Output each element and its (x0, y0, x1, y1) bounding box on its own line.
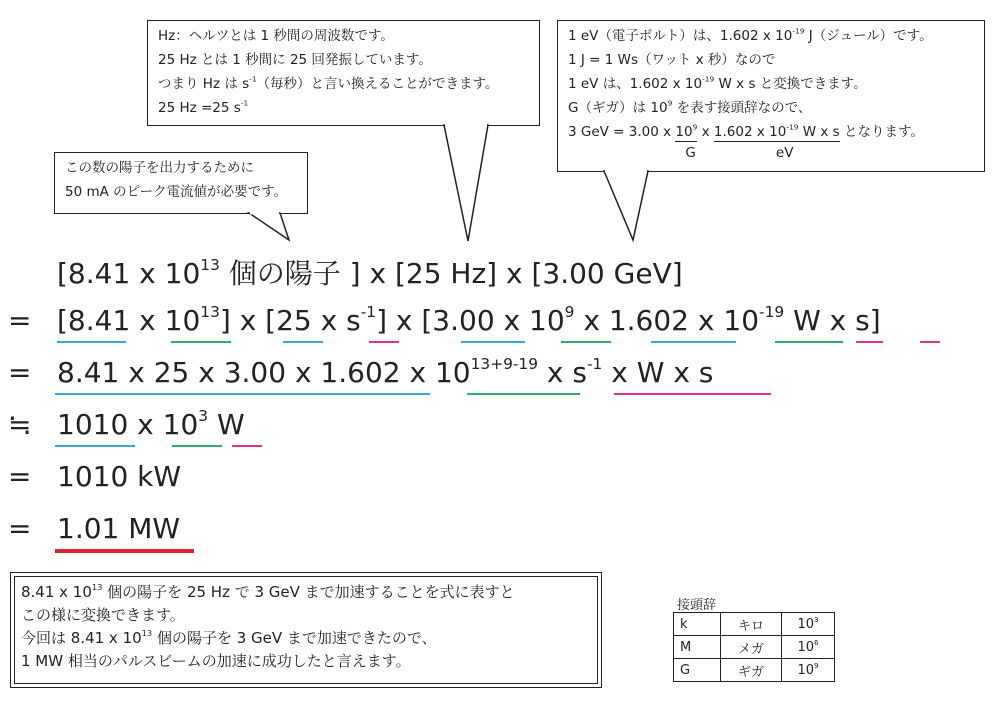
ev-fraction-giga-exp: 9 (692, 122, 698, 132)
prefix-symbol: k (674, 613, 721, 636)
eq2-op: x (574, 304, 609, 337)
equation-row-5-body: 1010 kW (57, 460, 182, 493)
summary-line-2: この様に変換できます。 (21, 606, 185, 624)
eq2-pow-giga-exp: 9 (564, 302, 575, 321)
eq4-pow: 10 (162, 408, 199, 441)
prefix-value-exp: 6 (814, 637, 819, 647)
hz-callout-line-4-exp: -1 (240, 98, 249, 108)
prefix-value-base: 10 (797, 639, 814, 655)
prefix-name: メガ (721, 636, 782, 659)
ev-fraction-giga-num: 10 (675, 124, 693, 140)
eq3-op: x (538, 356, 573, 389)
eq2-pow-exp: 13 (200, 302, 220, 321)
summary-line-1-b: 個の陽子を 25 Hz で 3 GeV まで加速することを式に表すと (102, 583, 515, 601)
eq2-unit-s-exp: -1 (360, 302, 377, 321)
eq2-op: x (311, 304, 347, 337)
ev-callout-line-1-a: 1 eV（電子ボルト）は、1.602 x 10 (568, 28, 793, 44)
eq3-unit-s-exp: -1 (587, 354, 603, 373)
prefix-value-exp: 3 (814, 614, 819, 624)
prefix-value-base: 10 (797, 662, 814, 678)
eq2-freq: 25 (276, 304, 312, 337)
current-callout-tail (249, 213, 289, 240)
equation-row-2-sign: = (8, 304, 32, 337)
eq2-bracket: ] x [ (219, 304, 277, 337)
prefix-name: ギガ (721, 659, 782, 682)
ev-callout-tail (604, 171, 648, 240)
eq2-pow-ev: 10 (723, 304, 760, 337)
eq4-unit: W (216, 408, 245, 441)
eq3-coefficients: 8.41 x 25 x 3.00 x 1.602 (57, 356, 401, 389)
eq3-units: x W x s (602, 356, 714, 389)
eq2-op: x (820, 304, 856, 337)
ev-fraction-ev-exp: -19 (786, 122, 799, 132)
ev-callout-line-3-b: W x s と変換できます。 (714, 76, 867, 92)
ev-callout-line-4-b: を表す接頭辞なので、 (672, 100, 812, 116)
hz-callout-line-3-b: （毎秒）と言い換えることができます。 (256, 76, 499, 92)
hz-callout-exp: -1 (249, 74, 257, 84)
ev-callout-line-5-x: x (697, 124, 714, 140)
eq4-op: x (128, 408, 163, 441)
summary-line-1-exp: 13 (91, 582, 103, 592)
summary-line-1-a: 8.41 x 10 (21, 583, 92, 601)
ev-callout-line-5-a: 3 GeV = 3.00 x (568, 124, 676, 140)
eq3-unit-s: s (572, 356, 587, 389)
ev-callout-line-4-a: G（ギガ）は 10 (568, 100, 668, 116)
summary-line-4: 1 MW 相当のパルスビームの加速に成功したと言えます。 (21, 652, 411, 670)
eq2-pow-giga: 10 (529, 304, 565, 337)
ev-callout-line-3-exp: -19 (702, 74, 715, 84)
eq2-bracket: ] x [ (376, 304, 433, 337)
summary-line-3-exp: 13 (141, 628, 153, 638)
ev-fraction-ev-den: eV (775, 145, 794, 161)
eq2-energy: 3.00 (432, 304, 495, 337)
eq2-op: x (689, 304, 724, 337)
ev-callout-line-2: 1 J = 1 Ws（ワット x 秒）なので (568, 52, 776, 68)
ev-callout-line-1-b: J（ジュール）です。 (804, 28, 933, 44)
equation-row-6-sign: = (8, 512, 32, 545)
eq2-unit-s: s (346, 304, 361, 337)
hz-callout-tail (444, 125, 488, 241)
eq2-op: x (130, 304, 165, 337)
equation-row-5-sign: = (8, 460, 32, 493)
prefix-value-exp: 9 (814, 660, 819, 670)
eq2-unit-w: W (793, 304, 821, 337)
equation-row-6-result: 1.01 MW (57, 512, 181, 545)
eq4-pow-exp: 3 (198, 406, 209, 425)
ev-fraction-ev-unit: W x s (798, 124, 840, 140)
eq3-pow-exp: 13+9-19 (470, 354, 539, 373)
eq2-pow-ev-exp: -19 (759, 302, 785, 321)
equation-row-1-exp: 13 (200, 255, 220, 274)
hz-callout-line-1: Hz：ヘルツとは 1 秒間の周波数です。 (158, 28, 394, 44)
equation-row-1-a: [8.41 x 10 (57, 257, 201, 290)
ev-callout-line-4-exp: 9 (667, 98, 673, 108)
ev-fraction-giga-den: G (685, 145, 696, 161)
equation-row-4-sign: ≒ (8, 408, 32, 441)
eq2-pow: 10 (164, 304, 201, 337)
prefix-value-base: 10 (797, 616, 814, 632)
prefix-symbol: M (674, 636, 721, 659)
eq3-pow: 10 (434, 356, 471, 389)
ev-callout-line-1-exp: -19 (792, 26, 805, 36)
ev-fraction-ev-num: 1.602 x 10 (713, 124, 787, 140)
hz-callout-line-2: 25 Hz とは 1 秒間に 25 回発振しています。 (158, 52, 432, 68)
ev-callout-line-3-a: 1 eV は、1.602 x 10 (568, 76, 703, 92)
summary-line-3-b: 個の陽子を 3 GeV まで加速できたので、 (152, 629, 437, 647)
eq2-coef: [8.41 (57, 304, 131, 337)
eq3-op: x (400, 356, 435, 389)
eq4-coef: 1010 (57, 408, 129, 441)
hz-callout-line-3-a: つまり Hz は s (158, 76, 250, 92)
current-callout-line-2: 50 mA のピーク電流値が必要です。 (65, 184, 288, 200)
equation-row-3-sign: = (8, 356, 32, 389)
hz-callout-line-4-a: 25 Hz =25 s (158, 100, 241, 116)
summary-line-3-a: 今回は 8.41 x 10 (21, 629, 142, 647)
eq2-bracket: ] (869, 304, 881, 337)
ev-callout-line-5-b: となります。 (839, 124, 924, 140)
prefix-name: キロ (721, 613, 782, 636)
prefix-symbol: G (674, 659, 721, 682)
prefix-table-title: 接頭辞 (677, 598, 717, 613)
current-callout-line-1: この数の陽子を出力するために (65, 160, 254, 176)
eq2-op: x (494, 304, 530, 337)
eq2-ev-coef: 1.602 (608, 304, 689, 337)
eq2-unit-s2: s (855, 304, 870, 337)
equation-row-1-b: 個の陽子 ] x [25 Hz] x [3.00 GeV] (219, 257, 683, 290)
